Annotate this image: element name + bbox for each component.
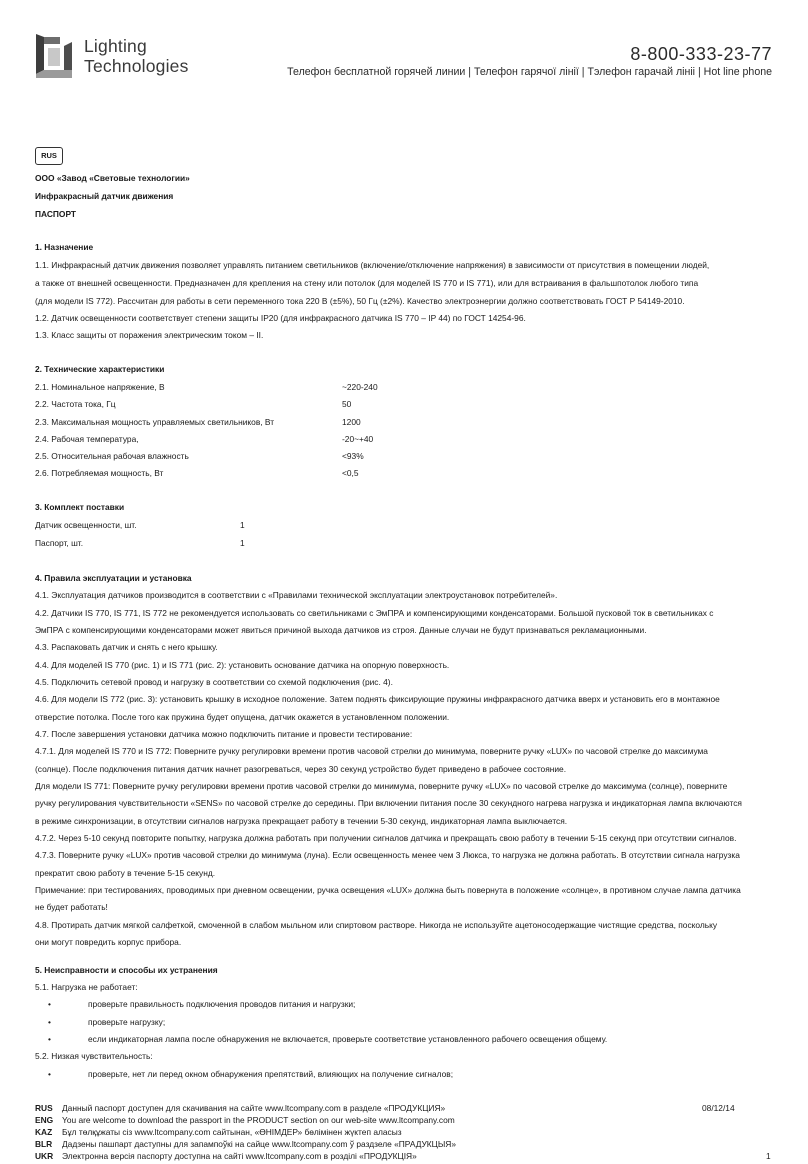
spec-label: 2.6. Потребляемая мощность, Вт [35, 468, 164, 478]
kit-label: Паспорт, шт. [35, 538, 84, 548]
fault-bullet: проверьте правильность подключения проводов питания и нагрузки; [88, 999, 356, 1009]
section-1-line: а также от внешней освещенности. Предназначен для крепления на стену или потолок (для моделей IS 770 и IS 771), или для встраивания в фальшпотолок любого типа [35, 278, 699, 288]
page-number: 1 [766, 1151, 771, 1161]
kit-value: 1 [240, 538, 245, 548]
company-logo [34, 34, 204, 80]
fault-subtitle: 5.2. Низкая чувствительность: [35, 1051, 153, 1061]
kit-value: 1 [240, 520, 245, 530]
section-1-line: 1.3. Класс защиты от поражения электрическим током – II. [35, 330, 264, 340]
spec-label: 2.4. Рабочая температура, [35, 434, 139, 444]
section-4-line: Для модели IS 771: Поверните ручку регулировки времени против часовой стрелки до минимума, поверните ручку «LUX» по часовой стрелке до максимума (солнце), поверните [35, 781, 728, 791]
section-4-line: 4.7. После завершения установки датчика можно подключить питание и провести тестирование: [35, 729, 413, 739]
footer-lang-text: Данный паспорт доступен для скачивания на сайте www.ltcompany.com в разделе «ПРОДУКЦИЯ» [62, 1103, 446, 1113]
section-4-line: 4.5. Подключить сетевой провод и нагрузку в соответствии со схемой подключения (рис. 4). [35, 677, 393, 687]
section-4-line: прекратит свою работу в течение 5-15 секунд. [35, 868, 216, 878]
bullet-icon: • [48, 1069, 51, 1079]
section-3-title: 3. Комплект поставки [35, 502, 125, 512]
bullet-icon: • [48, 1017, 51, 1027]
section-4-line: 4.1. Эксплуатация датчиков производится в соответствии с «Правилами технической эксплуатации электроустановок потребителей». [35, 590, 558, 600]
section-4-line: они могут повредить корпус прибора. [35, 937, 182, 947]
section-4-line: 4.7.1. Для моделей IS 770 и IS 772: Поверните ручку регулировки времени против часовой стрелки до минимума, поверните ручку «LUX» по часовой стрелке до максимума [35, 746, 708, 756]
product-name: Инфракрасный датчик движения [35, 191, 174, 201]
section-4-line: 4.7.2. Через 5-10 секунд повторите попытку, нагрузка должна работать при получении сигналов датчика и прекращать свою работу в течении 5-15 секунд при отсутствии сигналов. [35, 833, 737, 843]
section-2-title: 2. Технические характеристики [35, 364, 165, 374]
spec-value: 50 [342, 399, 352, 409]
logo-mark-icon [34, 34, 76, 78]
footer-lang-code: ENG [35, 1115, 54, 1125]
doc-type: ПАСПОРТ [35, 209, 77, 219]
spec-value: -20~+40 [342, 434, 374, 444]
language-badge: RUS [35, 147, 63, 165]
spec-label: 2.1. Номинальное напряжение, В [35, 382, 165, 392]
section-4-line: ЭмПРА с компенсирующими конденсаторами может явиться причиной выхода датчиков из строя. Данные случаи не будут признаваться рекламационными. [35, 625, 647, 635]
fault-bullet: если индикаторная лампа после обнаружения не включается, проверьте соответствие установленного рабочего освещения общему. [88, 1034, 608, 1044]
footer-lang-text: You are welcome to download the passport in the PRODUCT section on our web-site www.ltcompany.com [62, 1115, 455, 1125]
spec-value: ~220-240 [342, 382, 378, 392]
footer-lang-code: BLR [35, 1139, 53, 1149]
spec-value: 1200 [342, 417, 361, 427]
section-4-line: Примечание: при тестированиях, проводимых при дневном освещении, ручка освещения «LUX» должна быть повернута в положение «солнце», в противном случае лампа датчика [35, 885, 741, 895]
bullet-icon: • [48, 1034, 51, 1044]
section-4-line: (солнце). После подключения питания датчик начнет разогреваться, через 30 секунд устройство будет приведено в рабочее состояние. [35, 764, 567, 774]
footer-lang-code: KAZ [35, 1127, 53, 1137]
section-1-line: (для модели IS 772). Рассчитан для работы в сети переменного тока 220 В (±5%), 50 Гц (±2%). Качество электроэнергии должно соответствовать ГОСТ Р 54149-2010. [35, 296, 685, 306]
section-4-line: ручку регулирования чувствительности «SENS» по часовой стрелке до середины. При включении питания после 30 секундного нагрева нагрузка и индикаторная лампа включаются [35, 798, 742, 808]
spec-label: 2.3. Максимальная мощность управляемых светильников, Вт [35, 417, 275, 427]
footer-lang-text: Дадзены пашпарт даступны для запампоўкі на сайце www.ltcompany.com ў раздзеле «ПРАДУКЦЫЯ» [62, 1139, 456, 1149]
kit-label: Датчик освещенности, шт. [35, 520, 137, 530]
section-4-line: отверстие потолка. После того как пружина будет опущена, датчик окажется в установленном положении. [35, 712, 450, 722]
footer-lang-code: RUS [35, 1103, 53, 1113]
section-1-line: 1.2. Датчик освещенности соответствует степени защиты IP20 (для инфракрасного датчика IS 770 – IP 44) по ГОСТ 14254-96. [35, 313, 526, 323]
hotline-phone: 8-800-333-23-77 [630, 44, 772, 64]
section-4-line: 4.4. Для моделей IS 770 (рис. 1) и IS 771 (рис. 2): установить основание датчика на опорную поверхность. [35, 660, 450, 670]
logo-line2: Technologies [84, 56, 189, 76]
section-4-line: 4.6. Для модели IS 772 (рис. 3): установить крышку в исходное положение. Затем поднять фиксирующие пружины инфракрасного датчика вверх и установить его в монтажное [35, 694, 720, 704]
logo-wordmark [84, 36, 189, 76]
section-1-line: 1.1. Инфракрасный датчик движения позволяет управлять питанием светильников (включение/отключение напряжения) в зависимости от присутствия в помещении людей, [35, 260, 710, 270]
section-4-line: не будет работать! [35, 902, 108, 912]
section-4-line: 4.3. Распаковать датчик и снять с него крышку. [35, 642, 218, 652]
section-4-line: 4.7.3. Поверните ручку «LUX» против часовой стрелки до минимума (луна). Если освещенность менее чем 3 Люкса, то нагрузка не должна работать. В отсутствии сигнала нагрузка [35, 850, 740, 860]
spec-label: 2.5. Относительная рабочая влажность [35, 451, 189, 461]
section-4-title: 4. Правила эксплуатации и установка [35, 573, 192, 583]
footer-lang-text: Электронна версія паспорту доступна на сайті www.ltcompany.com в розділі «ПРОДУКЦІЯ» [62, 1151, 417, 1161]
section-4-line: в режиме синхронизации, в отсутствии сигналов нагрузка прекращает работу в течении 5-30 секунд, индикаторная лампа выключается. [35, 816, 568, 826]
company-name: ООО «Завод «Световые технологии» [35, 173, 190, 183]
spec-label: 2.2. Частота тока, Гц [35, 399, 116, 409]
footer-lang-code: UKR [35, 1151, 54, 1161]
document-date: 08/12/14 [702, 1103, 735, 1113]
logo-line1: Lighting [84, 36, 147, 56]
footer-lang-text: Бұл төлқұжаты сіз www.ltcompany.com сайтынан, «ӨНІМДЕР» бөлімінен жүктеп аласыз [62, 1127, 402, 1137]
section-5-title: 5. Неисправности и способы их устранения [35, 965, 218, 975]
section-1-title: 1. Назначение [35, 242, 94, 252]
section-4-line: 4.8. Протирать датчик мягкой салфеткой, смоченной в слабом мыльном или спиртовом растворе. Никогда не используйте ацетоносодержащие чистящие средства, поскольку [35, 920, 718, 930]
hotline-caption: Телефон бесплатной горячей линии | Телефон гарячої лінії | Тэлефон гарачай лініі | Hot line phone [287, 66, 772, 78]
fault-bullet: проверьте, нет ли перед окном обнаружения препятствий, влияющих на получение сигналов; [88, 1069, 454, 1079]
spec-value: <93% [342, 451, 364, 461]
fault-bullet: проверьте нагрузку; [88, 1017, 166, 1027]
bullet-icon: • [48, 999, 51, 1009]
section-4-line: 4.2. Датчики IS 770, IS 771, IS 772 не рекомендуется использовать со светильниками с ЭмПРА и компенсирующими конденсаторами. Большой пусковой ток в светильниках с [35, 608, 714, 618]
fault-subtitle: 5.1. Нагрузка не работает: [35, 982, 138, 992]
spec-value: <0,5 [342, 468, 359, 478]
